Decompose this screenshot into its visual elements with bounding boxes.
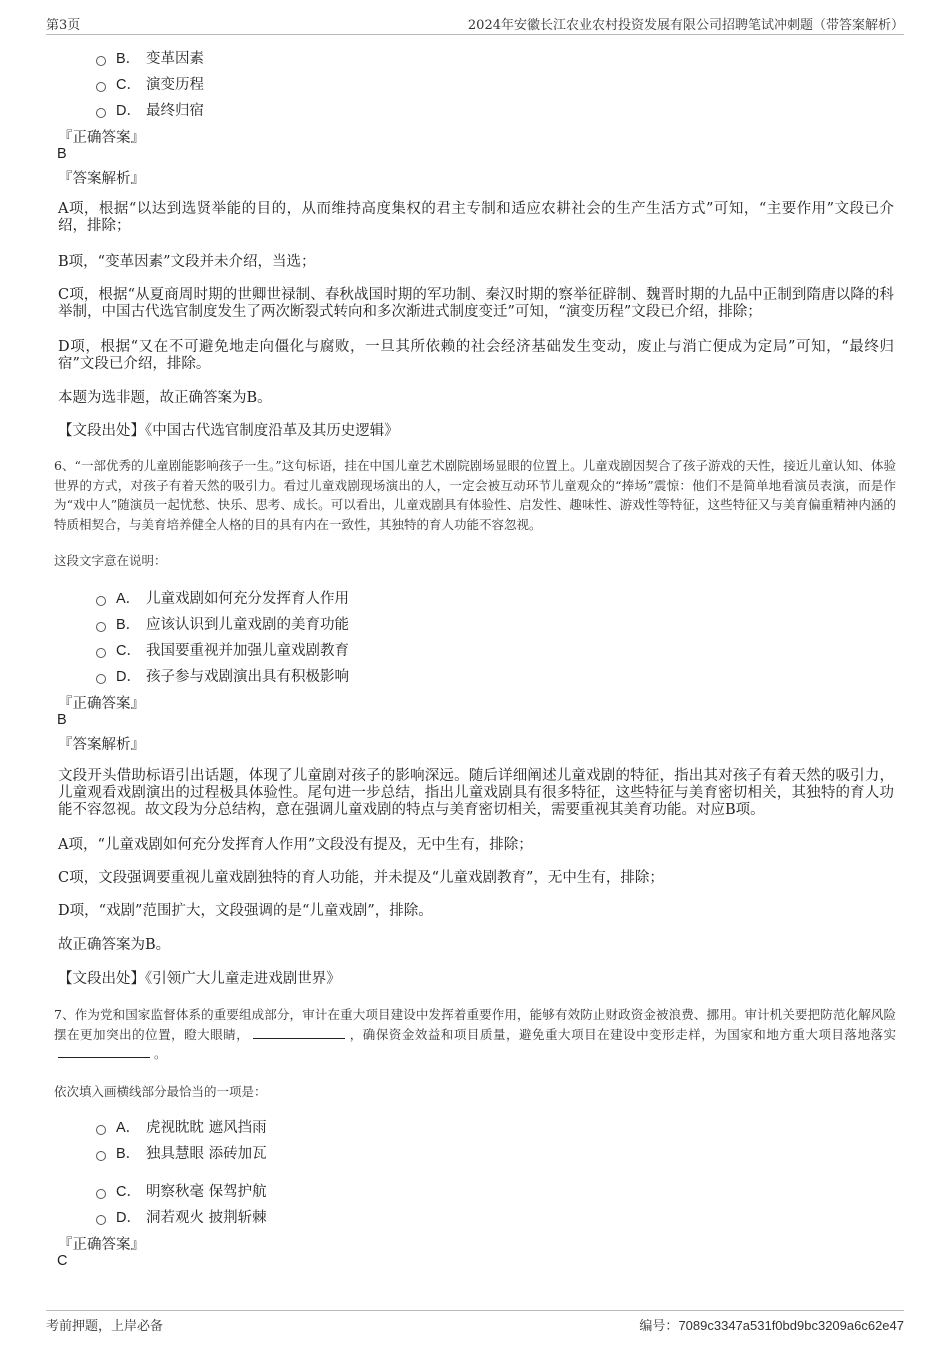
q5-analysis-c: C项，根据“从夏商周时期的世卿世禄制、春秋战国时期的军功制、秦汉时期的察举征辟制、魏晋时期的九品中正制到隋唐以降的科举制，中国古代选官制度发生了两次断裂式转向和多次渐进式制度变迁”可知，“演变历程”文段已介绍，排除； <box>58 287 894 320</box>
radio-icon[interactable] <box>96 108 106 118</box>
q7-answer-label: 『正确答案』 <box>58 1237 145 1253</box>
q6-option-b[interactable]: B． 应该认识到儿童戏剧的美育功能 <box>96 613 349 634</box>
q6-option-a[interactable]: A． 儿童戏剧如何充分发挥育人作用 <box>96 587 349 608</box>
q6-answer-label: 『正确答案』 <box>58 696 145 712</box>
q6-prompt: 这段文字意在说明： <box>54 553 167 568</box>
q6-analysis-d: D项，“戏剧”范围扩大，文段强调的是“儿童戏剧”，排除。 <box>58 903 433 919</box>
radio-icon[interactable] <box>96 622 106 632</box>
q5-answer-label: 『正确答案』 <box>58 130 145 146</box>
radio-icon[interactable] <box>96 56 106 66</box>
q6-option-d[interactable]: D． 孩子参与戏剧演出具有积极影响 <box>96 665 349 686</box>
q5-analysis-label: 『答案解析』 <box>58 171 145 187</box>
radio-icon[interactable] <box>96 596 106 606</box>
q6-answer: B <box>57 712 67 728</box>
q6-analysis-summary: 文段开头借助标语引出话题，体现了儿童剧对孩子的影响深远。随后详细阐述儿童戏剧的特征，指出其对孩子有着天然的吸引力，儿童观看戏剧演出的过程极具体验性。尾句进一步总结，指出儿童戏剧具有很多特征，这些特征与美育密切相关，其独特的育人功能不容忽视。故文段为分总结构，意在强调儿童戏剧的特点与美育密切相关，需要重视其美育功能。对应B项。 <box>58 768 894 818</box>
q6-analysis-label: 『答案解析』 <box>58 737 145 753</box>
q5-option-d[interactable]: D． 最终归宿 <box>96 99 204 120</box>
radio-icon[interactable] <box>96 82 106 92</box>
radio-icon[interactable] <box>96 1215 106 1225</box>
q6-source: 【文段出处】《引领广大儿童走进戏剧世界》 <box>58 971 341 987</box>
fill-blank-1[interactable] <box>253 1026 345 1039</box>
q6-stem: 6、“一部优秀的儿童剧能影响孩子一生。”这句标语，挂在中国儿童艺术剧院剧场显眼的位置上。儿童戏剧因契合了孩子游戏的天性，接近儿童认知、体验世界的方式，对孩子有着天然的吸引力。看过儿童戏剧现场演出的人，一定会被互动环节儿童观众的“捧场”震惊：他们不是简单地看演员表演，而是作为“戏中人”随演员一起忧愁、快乐、思考、成长。可以看出，儿童戏剧具有体验性、启发性、趣味性、游戏性等特征，这些特征又与美育偏重精神内涵的特质相契合，与美育培养健全人格的目的具有内在一致性，其独特的育人功能不容忽视。 <box>54 458 896 532</box>
q6-analysis-a: A项，“儿童戏剧如何充分发挥育人作用”文段没有提及，无中生有，排除； <box>58 837 533 853</box>
document-title: 2024年安徽长江农业农村投资发展有限公司招聘笔试冲刺题（带答案解析） <box>467 18 904 33</box>
fill-blank-2[interactable] <box>58 1045 150 1058</box>
footer-slogan: 考前押题，上岸必备 <box>46 1319 164 1334</box>
page-number: 第3页 <box>46 18 81 33</box>
q5-answer: B <box>57 146 67 162</box>
q7-stem: 7、作为党和国家监督体系的重要组成部分，审计在重大项目建设中发挥着重要作用，能够有效防止财政资金被浪费、挪用。审计机关要把防范化解风险摆在更加突出的位置，瞪大眼睛， ，确保资金效益和项目质量，避免重大项目在建设中变形走样，为国家和地方重大项目落地落实。 <box>54 1007 896 1061</box>
radio-icon[interactable] <box>96 1151 106 1161</box>
q7-option-d[interactable]: D． 洞若观火 披荆斩棘 <box>96 1206 267 1227</box>
page-header <box>46 14 904 35</box>
page-footer <box>46 1310 904 1337</box>
q5-conclusion: 本题为选非题，故正确答案为B。 <box>58 390 272 406</box>
q5-source: 【文段出处】《中国古代选官制度沿革及其历史逻辑》 <box>58 423 399 439</box>
q7-option-b[interactable]: B． 独具慧眼 添砖加瓦 <box>96 1142 267 1163</box>
q5-analysis-d: D项，根据“又在不可避免地走向僵化与腐败，一旦其所依赖的社会经济基础发生变动，废止与消亡便成为定局”可知，“最终归宿”文段已介绍，排除。 <box>58 339 894 372</box>
q7-prompt: 依次填入画横线部分最恰当的一项是： <box>54 1084 267 1099</box>
q5-analysis-a: A项，根据“以达到选贤举能的目的，从而维持高度集权的君主专制和适应农耕社会的生产生活方式”可知，“主要作用”文段已介绍，排除； <box>58 201 894 234</box>
q6-conclusion: 故正确答案为B。 <box>58 937 171 953</box>
radio-icon[interactable] <box>96 674 106 684</box>
radio-icon[interactable] <box>96 1125 106 1135</box>
document-code: 编号：7089c3347a531f0bd9bc3209a6c62e47 <box>639 1318 904 1334</box>
q6-analysis-c: C项，文段强调要重视儿童戏剧独特的育人功能，并未提及“儿童戏剧教育”，无中生有，排除； <box>58 870 664 886</box>
radio-icon[interactable] <box>96 1189 106 1199</box>
q5-analysis-b: B项，“变革因素”文段并未介绍，当选； <box>58 254 316 270</box>
q6-option-c[interactable]: C． 我国要重视并加强儿童戏剧教育 <box>96 639 349 660</box>
q5-option-c[interactable]: C． 演变历程 <box>96 73 204 94</box>
q7-option-a[interactable]: A． 虎视眈眈 遮风挡雨 <box>96 1116 267 1137</box>
q5-option-b[interactable]: B． 变革因素 <box>96 47 204 68</box>
radio-icon[interactable] <box>96 648 106 658</box>
q7-option-c[interactable]: C． 明察秋毫 保驾护航 <box>96 1180 267 1201</box>
q7-answer: C <box>57 1253 68 1269</box>
